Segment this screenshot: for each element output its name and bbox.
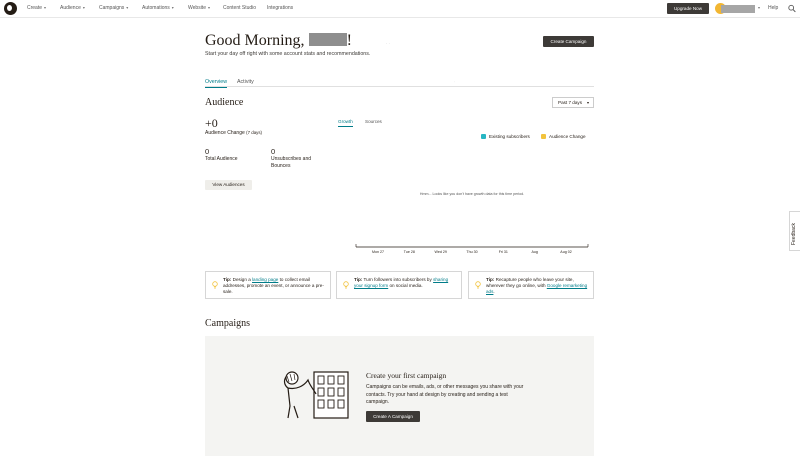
nav-audience[interactable] xyxy=(60,5,85,11)
feedback-tab[interactable] xyxy=(789,211,800,251)
nav-campaigns[interactable] xyxy=(99,5,128,11)
chart-tick-label: Thu 30 xyxy=(466,250,478,254)
chart-tick-label: Mon 27 xyxy=(372,250,384,254)
legend-swatch-existing xyxy=(481,134,486,139)
total-audience-value: 0 xyxy=(205,147,210,156)
tip-text-post: on social media. xyxy=(388,283,423,288)
chevron-down-icon: ▾ xyxy=(126,5,129,10)
tip-card-remarketing xyxy=(468,271,594,299)
audience-change-label xyxy=(205,130,262,136)
nav-automations-label: Automations xyxy=(142,5,170,11)
nav-website[interactable] xyxy=(188,5,210,11)
dashboard-tabs xyxy=(205,78,594,87)
tip-text-pre: Design a xyxy=(231,277,253,282)
tip-card-signup-form xyxy=(336,271,462,299)
tip-text xyxy=(486,277,590,295)
create-a-campaign-button[interactable]: Create A Campaign xyxy=(366,411,420,422)
chart-tick-label: Fri 31 xyxy=(498,250,508,254)
landing-page-link[interactable]: landing page xyxy=(252,277,279,282)
tip-label: Tip: xyxy=(354,277,363,282)
chevron-down-icon[interactable]: ▾ xyxy=(758,5,761,10)
lightbulb-icon xyxy=(212,281,218,289)
upgrade-now-button[interactable]: Upgrade Now xyxy=(667,3,709,14)
nav-content-studio[interactable]: Content Studio xyxy=(223,5,257,11)
total-audience-label: Total Audience xyxy=(205,156,238,162)
divider-mark: ˈ xyxy=(454,80,456,85)
nav-website-label: Website xyxy=(188,5,206,11)
tab-overview[interactable]: Overview xyxy=(205,79,227,88)
chart-tick-label: Tue 28 xyxy=(403,250,415,254)
unsubscribes-label-line1: Unsubscribes and xyxy=(271,156,312,162)
audience-change-value: +0 xyxy=(205,116,218,130)
chevron-down-icon: ▾ xyxy=(44,5,47,10)
signup-form-link[interactable]: sharing your signup form xyxy=(354,277,449,288)
audience-change-period: (7 days) xyxy=(246,130,263,135)
tip-text-post: . xyxy=(493,289,495,294)
growth-chart xyxy=(354,240,590,258)
nav-campaigns-label: Campaigns xyxy=(99,5,125,11)
google-remarketing-link[interactable]: Google remarketing ads xyxy=(486,283,588,294)
legend-audience-change: Audience Change xyxy=(549,134,586,139)
tip-text xyxy=(354,277,458,289)
nav-integrations[interactable]: Integrations xyxy=(267,5,294,11)
account-name-redacted[interactable] xyxy=(721,5,755,13)
campaigns-title: Campaigns xyxy=(205,318,250,329)
tab-activity[interactable]: Activity xyxy=(237,79,254,85)
nav-create-label: Create xyxy=(27,5,43,11)
tip-label: Tip: xyxy=(223,277,232,282)
door-illustration-icon xyxy=(280,366,352,422)
tab-sources[interactable]: Sources xyxy=(365,119,382,124)
greeting-suffix: ! xyxy=(346,32,352,49)
chevron-down-icon: ▾ xyxy=(82,5,85,10)
chart-tick-label: Aug xyxy=(531,250,538,254)
create-campaign-button[interactable]: Create Campaign xyxy=(543,36,594,47)
chart-tick-label: Wed 29 xyxy=(434,250,447,254)
view-audiences-button[interactable]: View Audiences xyxy=(205,180,252,190)
top-navigation xyxy=(0,0,800,18)
chevron-down-icon: ▾ xyxy=(207,5,210,10)
legend-existing-subscribers: Existing subscribers xyxy=(489,134,530,139)
tip-text-pre: Turn followers into subscribers by xyxy=(362,277,434,282)
campaigns-description: Campaigns can be emails, ads, or other messages you share with your contacts. Try your hand at design by creating and sending a test campaign. xyxy=(366,384,524,406)
nav-create[interactable] xyxy=(27,5,46,11)
audience-title: Audience xyxy=(205,97,244,108)
tip-text-post: to collect email addresses, promote an event, or announce a pre-sale. xyxy=(223,277,324,294)
greeting-heading xyxy=(205,32,352,50)
tip-card-landing-page xyxy=(205,271,331,299)
legend-swatch-change xyxy=(541,134,546,139)
feedback-label: Feedback xyxy=(791,223,797,245)
tip-label: Tip: xyxy=(486,277,495,282)
tab-growth[interactable]: Growth xyxy=(338,119,353,127)
growth-empty-message: Hmm... Looks like you don't have growth data for this time period. xyxy=(419,192,525,196)
unsubscribes-label-line2: Bounces xyxy=(271,163,291,169)
chevron-down-icon: ▾ xyxy=(171,5,174,10)
chart-tick-label: Aug 02 xyxy=(560,250,572,254)
user-name-redacted xyxy=(309,33,347,46)
loading-dots: · · xyxy=(386,41,390,46)
tip-text-pre: Recapture people who leave your site, wherever they go online, with xyxy=(486,277,574,288)
audience-change-text: Audience Change xyxy=(205,130,245,136)
greeting-subtitle: Start your day off right with some account stats and recommendations. xyxy=(205,51,371,57)
search-icon[interactable] xyxy=(788,4,796,13)
nav-audience-label: Audience xyxy=(60,5,81,11)
greeting-prefix: Good Morning, xyxy=(205,32,305,49)
unsubscribes-value: 0 xyxy=(271,147,276,156)
lightbulb-icon xyxy=(343,281,349,289)
period-select-value: Past 7 days xyxy=(558,100,583,105)
period-select[interactable] xyxy=(552,97,594,108)
chevron-down-icon: ▾ xyxy=(586,100,589,105)
tip-text xyxy=(223,277,327,295)
mailchimp-logo-icon[interactable] xyxy=(4,2,17,15)
create-first-campaign-heading: Create your first campaign xyxy=(366,371,447,380)
help-link[interactable]: Help xyxy=(768,5,779,11)
lightbulb-icon xyxy=(475,281,481,289)
nav-automations[interactable] xyxy=(142,5,174,11)
